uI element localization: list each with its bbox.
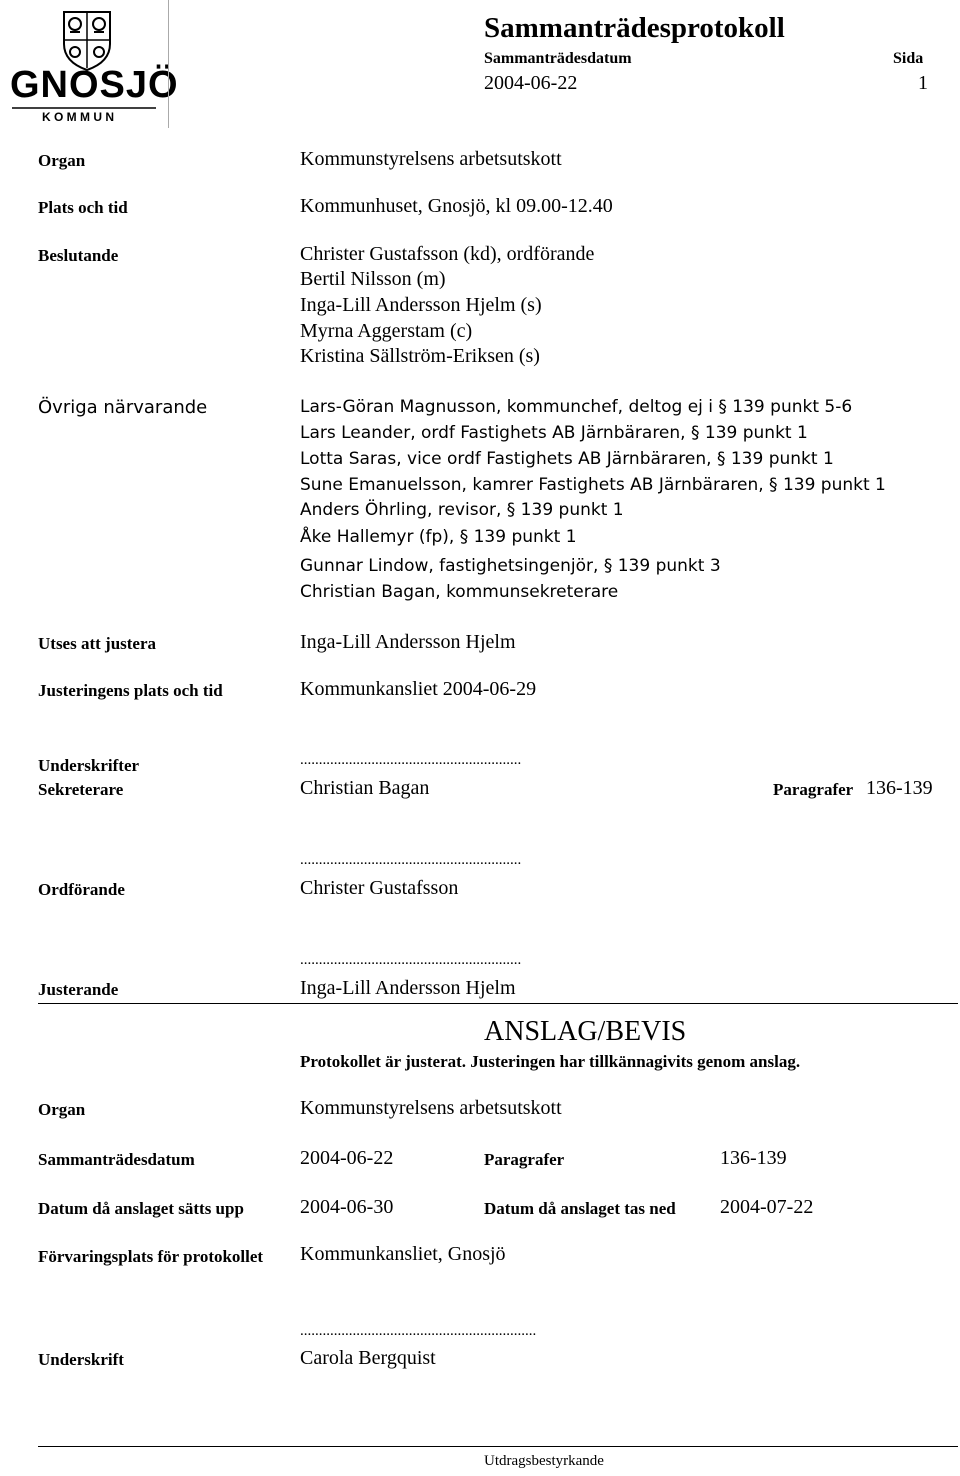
adjust-label: Utses att justera: [38, 634, 157, 653]
paragraphs-value: 136-139: [866, 777, 933, 799]
secretary-name: Christian Bagan: [300, 777, 430, 799]
notice-signature-name: Carola Bergquist: [300, 1347, 436, 1369]
others-member: Lotta Saras, vice ordf Fastighets AB Järnbäraren, § 139 punkt 1: [300, 449, 834, 469]
logo-name: GNOSJÖ: [10, 64, 179, 106]
notice-organ-value: Kommunstyrelsens arbetsutskott: [300, 1097, 562, 1119]
footer-divider: [38, 1446, 958, 1447]
notice-organ-label: Organ: [38, 1100, 86, 1119]
notice-date-label: Sammanträdesdatum: [38, 1150, 195, 1169]
others-member: Lars Leander, ordf Fastighets AB Järnbäraren, § 139 punkt 1: [300, 423, 808, 443]
logo-divider: [168, 0, 169, 128]
paragraphs-label: Paragrafer: [773, 780, 854, 799]
notice-signature-label: Underskrift: [38, 1350, 124, 1369]
header-date-label: Sammanträdesdatum: [484, 50, 632, 67]
section-divider: [38, 1003, 958, 1004]
chair-name: Christer Gustafsson: [300, 877, 459, 899]
logo-subtitle: K O M M U N: [42, 110, 114, 124]
adjust-place-value: Kommunkansliet 2004-06-29: [300, 678, 537, 700]
others-member: Anders Öhrling, revisor, § 139 punkt 1: [300, 500, 624, 520]
header-page-label: Sida: [893, 50, 924, 67]
deciding-member: Christer Gustafsson (kd), ordförande: [300, 243, 595, 265]
chair-label: Ordförande: [38, 880, 125, 899]
notice-statement: Protokollet är justerat. Justeringen har tillkännagivits genom anslag.: [300, 1052, 801, 1071]
organ-label: Organ: [38, 151, 86, 170]
signatures-heading: Underskrifter: [38, 756, 140, 775]
place-value: Kommunhuset, Gnosjö, kl 09.00-12.40: [300, 195, 613, 217]
footer-text: Utdragsbestyrkande: [484, 1453, 604, 1469]
adjuster-label: Justerande: [38, 980, 119, 999]
notice-posted-label: Datum då anslaget sätts upp: [38, 1199, 244, 1218]
deciding-member: Bertil Nilsson (m): [300, 268, 446, 290]
document-title: Sammanträdesprotokoll: [484, 12, 785, 44]
place-label: Plats och tid: [38, 198, 128, 217]
notice-storage-label: Förvaringsplats för protokollet: [38, 1247, 264, 1266]
notice-storage-value: Kommunkansliet, Gnosjö: [300, 1243, 506, 1265]
secretary-label: Sekreterare: [38, 780, 124, 799]
notice-paragraphs-value: 136-139: [720, 1147, 787, 1169]
notice-title: ANSLAG/BEVIS: [484, 1016, 687, 1047]
adjuster-name: Inga-Lill Andersson Hjelm: [300, 977, 516, 999]
deciding-member: Kristina Sällström-Eriksen (s): [300, 345, 540, 367]
signature-line: ...........................................................: [300, 852, 522, 868]
deciding-member: Myrna Aggerstam (c): [300, 320, 473, 342]
others-member: Lars-Göran Magnusson, kommunchef, deltog ej i § 139 punkt 5-6: [300, 397, 853, 417]
notice-paragraphs-label: Paragrafer: [484, 1150, 565, 1169]
signature-line: ...............................................................: [300, 1323, 537, 1339]
others-label: Övriga närvarande: [38, 397, 208, 418]
notice-removed-label: Datum då anslaget tas ned: [484, 1199, 676, 1218]
others-member: Åke Hallemyr (fp), § 139 punkt 1: [300, 527, 577, 547]
notice-posted-value: 2004-06-30: [300, 1196, 394, 1218]
deciding-label: Beslutande: [38, 246, 119, 265]
notice-removed-value: 2004-07-22: [720, 1196, 814, 1218]
others-member: Sune Emanuelsson, kamrer Fastighets AB Järnbäraren, § 139 punkt 1: [300, 475, 886, 495]
header-page: 1: [918, 72, 928, 94]
adjust-value: Inga-Lill Andersson Hjelm: [300, 631, 516, 653]
adjust-place-label: Justeringens plats och tid: [38, 681, 223, 700]
header-date: 2004-06-22: [484, 72, 578, 94]
notice-date-value: 2004-06-22: [300, 1147, 394, 1169]
others-member: Gunnar Lindow, fastighetsingenjör, § 139 punkt 3: [300, 556, 721, 576]
signature-line: ...........................................................: [300, 952, 522, 968]
deciding-member: Inga-Lill Andersson Hjelm (s): [300, 294, 542, 316]
municipality-logo: [8, 4, 179, 128]
others-member: Christian Bagan, kommunsekreterare: [300, 582, 619, 602]
organ-value: Kommunstyrelsens arbetsutskott: [300, 148, 562, 170]
signature-line: ...........................................................: [300, 752, 522, 768]
